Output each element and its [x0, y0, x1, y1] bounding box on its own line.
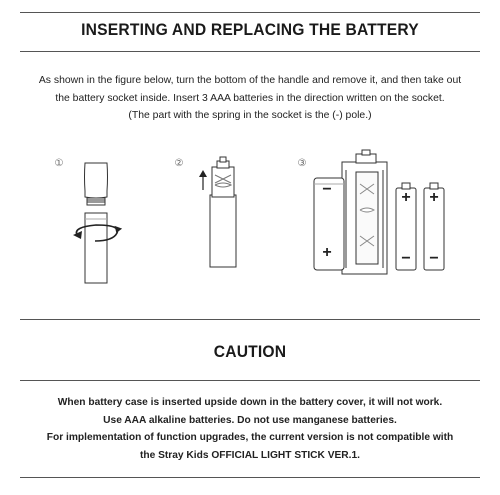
- section-title-battery: INSERTING AND REPLACING THE BATTERY: [81, 20, 419, 39]
- step-number-1: ①: [54, 158, 64, 169]
- minus-sign: −: [429, 250, 439, 267]
- instruction-line: (The part with the spring in the socket is the (-) pole.): [128, 110, 372, 121]
- top-divider: [20, 12, 480, 13]
- title-divider: [20, 51, 480, 52]
- bottom-divider: [20, 477, 480, 478]
- caution-line: When battery case is inserted upside down in the battery cover, it will not work.: [57, 397, 443, 408]
- plus-sign: +: [322, 244, 332, 261]
- caution-title-divider: [20, 380, 480, 381]
- caution-line: the Stray Kids OFFICIAL LIGHT STICK VER.1.: [139, 449, 360, 461]
- plus-sign: +: [429, 189, 439, 206]
- section-title-caution: CAUTION: [213, 342, 287, 361]
- instruction-line: As shown in the figure below, turn the bottom of the handle and remove it, and then take out: [38, 75, 462, 86]
- caution-text: [10, 394, 490, 464]
- minus-sign: −: [322, 181, 332, 198]
- plus-sign: +: [401, 189, 411, 206]
- instructions-text: [10, 72, 490, 125]
- step-number-2: ②: [174, 158, 184, 169]
- caution-top-divider: [20, 319, 480, 320]
- step1-handle-illustration: [55, 155, 175, 285]
- caution-line: Use AAA alkaline batteries. Do not use manganese batteries.: [103, 414, 397, 426]
- minus-sign: −: [401, 250, 411, 267]
- step-number-3: ③: [297, 158, 307, 169]
- step2-socket-illustration: [190, 155, 270, 285]
- instruction-line: the battery socket inside. Insert 3 AAA batteries in the direction written on the socket.: [55, 92, 445, 104]
- caution-line: For implementation of function upgrades, the current version is not compatible with: [46, 432, 454, 443]
